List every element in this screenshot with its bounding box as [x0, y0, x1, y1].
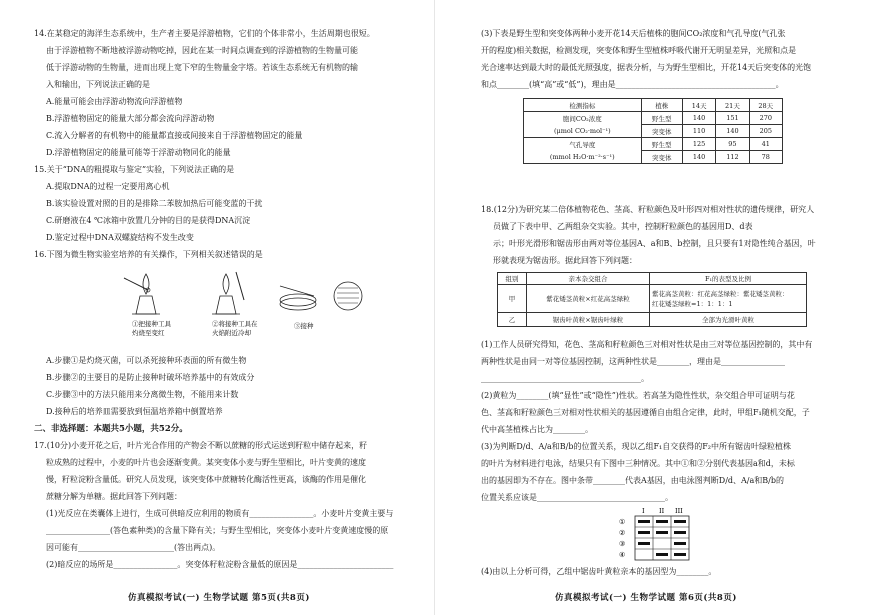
- table-header: F₁的表型及比例: [650, 273, 807, 285]
- table-row: 气孔导度 野生型 125 95 41: [524, 138, 783, 151]
- q18-intro-line: 18.(12分)为研究某二倍体植物花色、茎高、籽粒颜色及叶形四对相对性状的遗传规律，研究人: [481, 205, 815, 214]
- q18-body-line: 的叶片为材料进行电泳，结果只有下图中三种情况。其中①和②分别代表基因a和d，未标: [481, 459, 795, 468]
- q18-body-line: 位置关系应该是________________________________。: [481, 493, 673, 502]
- q17-line: ________________(答色素种类)的含量下降有关；与野生型相比，突变体小麦叶片变黄速度慢的原: [46, 526, 389, 535]
- table-header: 14天: [682, 99, 715, 112]
- gel-lane-label: ③: [619, 540, 626, 548]
- q15-option: A.提取DNA的过程一定要用离心机: [46, 182, 170, 191]
- table-header: 植株: [641, 99, 682, 112]
- q18-body-line: (3)为判断D/d、A/a和B/b的位置关系，现以乙组F₁自交获得的F₂中所有锯齿叶绿粒植株: [481, 442, 792, 451]
- gel-figure: [613, 505, 693, 563]
- gel-lane-label: ①: [619, 518, 626, 526]
- right-page: [435, 0, 870, 615]
- table-header: 亲本杂交组合: [527, 273, 650, 285]
- table-header: 21天: [716, 99, 749, 112]
- q17-3-line: (3)下表是野生型和突变体两种小麦开花14天后植株的胞间CO₂浓度和气孔导度(气孔张: [481, 29, 786, 38]
- q16-option: D.接种后的培养皿需要放到恒温培养箱中倒置培养: [46, 407, 223, 416]
- cross-table: [497, 272, 807, 327]
- q17-line: (2)暗反应的场所是________________。突变体籽粒淀粉含量低的原因是________________________: [46, 560, 394, 569]
- q14-stem-line: 14.在某稳定的海洋生态系统中，生产者主要是浮游植物，它们的个体非常小，生活周期也很短。: [34, 29, 375, 38]
- q17-3-line: 和点________(填“高”或“低”)，理由是________________________________________。: [481, 80, 784, 89]
- fig-label: 灼烧至变红: [132, 329, 165, 337]
- q14-option: A.能量可能会由浮游动物流向浮游植物: [46, 97, 183, 106]
- page-divider: [434, 0, 435, 615]
- q17-line: 蔗糖分解为单糖。据此回答下列问题：: [46, 492, 182, 501]
- q18-body-line: 色、茎高和籽粒颜色三对相对性状相关的基因遵循自由组合定律，此时，甲组F₁随机交配，子: [481, 408, 810, 417]
- fig-label: ②将接种工具在: [212, 320, 258, 328]
- page-footer: 仿真模拟考试(一) 生物学试题 第6页(共8页): [555, 593, 737, 603]
- q18-4-line: (4)由以上分析可得，乙组中锯齿叶黄粒亲本的基因型为________。: [481, 567, 717, 576]
- q18-intro-line: 员做了下表中甲、乙两组杂交实验。其中，控制籽粒颜色的基因用D、d表: [493, 222, 753, 231]
- gel-column-label: III: [675, 507, 683, 515]
- q18-body-line: 代中高茎植株占比为________。: [481, 425, 593, 434]
- fig-label: ③接种: [294, 322, 314, 330]
- table-row: (mmol H₂O·m⁻²·s⁻¹) 突变体 140 112 78: [524, 151, 783, 164]
- table-header: 检测指标: [524, 99, 642, 112]
- table-header: 28天: [749, 99, 782, 112]
- q18-body-line: (2)黄粒为________(填“显性”或“隐性”)性状。若高茎为隐性性状，杂交组合甲可证明与花: [481, 391, 795, 400]
- q14-stem-line: 由于浮游植物不断地被浮游动物吃掉，因此在某一时间点调查到的浮游植物的生物量可能: [46, 46, 358, 55]
- petri-dish-icon: [280, 286, 316, 310]
- q18-body-line: 出的基因即为不存在。图中条带________代表A基因，由电泳图判断D/d、A/a和B/b的: [481, 476, 784, 485]
- table-header: 组别: [498, 273, 527, 285]
- q17-line: 因可能有________________________(答出两点)。: [46, 543, 221, 552]
- q14-stem-line: 低于浮游动物的生物量，进而出现上宽下窄的生物量金字塔。若该生态系统无有机物的输: [46, 63, 358, 72]
- q14-stem-line: 入和输出，下列说法正确的是: [46, 80, 150, 89]
- q15-option: C.研磨液在4 ℃冰箱中放置几分钟的目的是获得DNA沉淀: [46, 216, 251, 225]
- q18-intro-line: 示；叶形光滑形和锯齿形由两对等位基因A、a和B、b控制，且只要有1对隐性纯合基因，叶: [493, 239, 816, 248]
- q17-line: 粒成熟的过程中，小麦的叶片也会逐渐变黄。某突变体小麦与野生型相比，叶片变黄的速度: [46, 458, 366, 467]
- q16-figure: [118, 266, 368, 346]
- q17-3-line: 开的程度)相关数据，检测发现，突变体和野生型植株呼吸代谢开无明显差异，光照和点是: [481, 46, 797, 55]
- q18-body-line: ________________________________________。: [481, 374, 649, 383]
- q18-body-line: 两种性状是由同一对等位基因控制，这两种性状是________，理由是________________: [481, 357, 785, 366]
- table-row: 胞间CO₂浓度 野生型 140 151 270: [524, 112, 783, 125]
- q16-option: A.步骤①是灼烧灭菌，可以杀死接种环表面的所有微生物: [46, 356, 247, 365]
- q18-body-line: (1)工作人员研究得知，花色、茎高和籽粒颜色三对相对性状是由三对等位基因控制的，其中有: [481, 340, 813, 349]
- gel-column-label: II: [659, 507, 665, 515]
- streaked-plate-icon: [334, 282, 362, 310]
- q15-option: B.该实验设置对照的目的是排除二苯胺加热后可能变蓝的干扰: [46, 199, 263, 208]
- table-row: 乙 锯齿叶黄粒×锯齿叶绿粒 全部为光滑叶黄粒: [498, 313, 807, 327]
- flame-burner-icon-2: [212, 272, 244, 314]
- gel-lane-label: ④: [619, 551, 626, 559]
- q14-option: B.浮游植物固定的能量大部分都会流向浮游动物: [46, 114, 215, 123]
- q14-option: C.流入分解者的有机物中的能量都直接或间接来自于浮游植物固定的能量: [46, 131, 303, 140]
- q16-stem: 16.下图为微生物实验室培养的有关操作，下列相关叙述错误的是: [34, 250, 263, 259]
- flame-burner-icon-1: [124, 274, 160, 314]
- q14-option: D.浮游植物固定的能量可能等于浮游动物同化的能量: [46, 148, 231, 157]
- section-title: 二、非选择题：本题共5小题，共52分。: [34, 424, 188, 434]
- q16-option: C.步骤③中的方法只能用来分离微生物，不能用来计数: [46, 390, 239, 399]
- q17-line: (1)光反应在类囊体上进行，生成可供暗反应利用的物质有________________。小麦叶片变黄主要与: [46, 509, 394, 518]
- q16-option: B.步骤②的主要目的是防止接种时破坏培养基中的有效成分: [46, 373, 255, 382]
- q17-line: 17.(10分)小麦开花之后，叶片光合作用的产物会不断以蔗糖的形式运送到籽粒中储存起来，籽: [34, 441, 368, 450]
- q15-stem: 15.关于“DNA的粗提取与鉴定”实验，下列说法正确的是: [34, 165, 235, 174]
- q17-3-line: 光合速率达到最大时的最低光照强度，据表分析，与为野生型相比，开花14天后突变体的光饱: [481, 63, 812, 72]
- photosynthesis-table: [523, 98, 783, 164]
- q17-line: 慢，籽粒淀粉含量低。研究人员发现，该突变体中蔗糖转化酶活性更高，该酶的作用是催化: [46, 475, 366, 484]
- q18-intro-line: 形就表现为锯齿形。据此回答下列问题：: [493, 256, 637, 265]
- gel-lane-label: ②: [619, 529, 626, 537]
- table-row: (μmol CO₂·mol⁻¹) 突变体 110 140 205: [524, 125, 783, 138]
- page-footer: 仿真模拟考试(一) 生物学试题 第5页(共8页): [128, 593, 310, 603]
- table-row: 甲 紫花矮茎黄粒×红花高茎绿粒 紫花高茎黄粒：红花高茎绿粒：紫花矮茎黄粒： 红花矮茎绿粒=1：1：1：1: [498, 285, 807, 313]
- fig-label: 火焰附近冷却: [212, 329, 251, 337]
- fig-label: ①把接种工具: [132, 320, 171, 328]
- q15-option: D.鉴定过程中DNA双螺旋结构不发生改变: [46, 233, 194, 242]
- gel-column-label: I: [642, 507, 645, 515]
